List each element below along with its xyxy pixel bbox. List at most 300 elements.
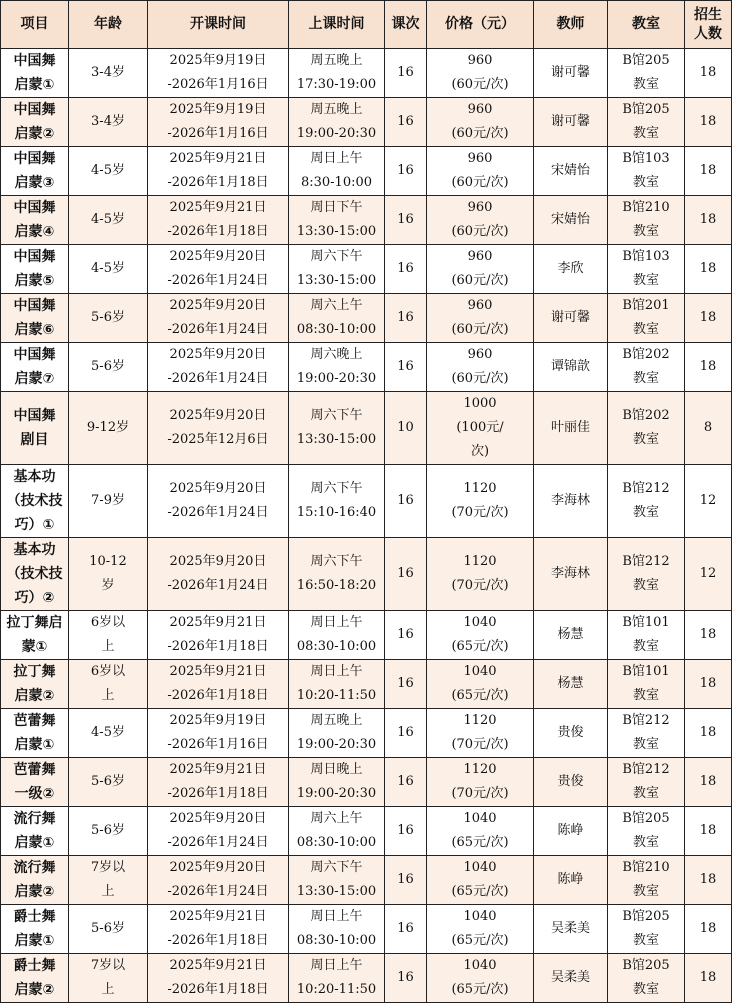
cell-schedule — [289, 343, 385, 392]
price-text: 1040 (65元/次) — [451, 958, 509, 997]
cell-teacher — [534, 98, 608, 147]
cell-lessons — [385, 49, 427, 98]
lessons-text: 10 — [397, 420, 414, 435]
start-text: 2025年9月21日 -2026年1月18日 — [167, 615, 269, 654]
cell-price — [427, 196, 534, 245]
quota-text: 12 — [699, 493, 717, 508]
cell-project — [1, 343, 69, 392]
cell-project — [1, 294, 69, 343]
cell-price — [427, 807, 534, 856]
quota-text: 18 — [699, 359, 717, 374]
cell-room — [608, 98, 685, 147]
table-row — [1, 758, 732, 807]
cell-quota — [685, 147, 732, 196]
teacher-text: 陈峥 — [557, 823, 584, 838]
start-text: 2025年9月19日 -2026年1月16日 — [167, 53, 269, 92]
start-text: 2025年9月20日 -2026年1月24日 — [167, 554, 269, 593]
cell-quota — [685, 660, 732, 709]
lessons-text: 16 — [397, 872, 414, 887]
cell-lessons — [385, 147, 427, 196]
room-text: B馆103 教室 — [622, 151, 670, 190]
cell-room — [608, 954, 685, 1003]
cell-project — [1, 538, 69, 611]
cell-room — [608, 807, 685, 856]
age-text: 6岁以 上 — [90, 615, 126, 654]
cell-start — [148, 343, 289, 392]
teacher-text: 李欣 — [557, 261, 584, 276]
cell-lessons — [385, 709, 427, 758]
cell-teacher — [534, 709, 608, 758]
cell-quota — [685, 856, 732, 905]
cell-schedule — [289, 196, 385, 245]
cell-schedule — [289, 98, 385, 147]
quota-text: 18 — [699, 872, 717, 887]
project-text: 流行舞 启蒙② — [13, 860, 56, 900]
cell-lessons — [385, 856, 427, 905]
cell-project — [1, 758, 69, 807]
cell-start — [148, 147, 289, 196]
cell-price — [427, 905, 534, 954]
lessons-text: 16 — [397, 627, 414, 642]
teacher-text: 谢可馨 — [550, 65, 590, 80]
table-row — [1, 954, 732, 1003]
room-text: B馆103 教室 — [622, 249, 670, 288]
age-text: 7岁以 上 — [90, 860, 126, 899]
cell-teacher — [534, 856, 608, 905]
cell-schedule — [289, 245, 385, 294]
cell-schedule — [289, 807, 385, 856]
cell-schedule — [289, 758, 385, 807]
schedule-text: 周六上午 08:30-10:00 — [296, 811, 377, 850]
cell-lessons — [385, 343, 427, 392]
schedule-text: 周日上午 08:30-10:00 — [296, 615, 377, 654]
age-text: 5-6岁 — [91, 774, 125, 789]
lessons-text: 16 — [397, 921, 414, 936]
cell-project — [1, 856, 69, 905]
cell-teacher — [534, 758, 608, 807]
cell-quota — [685, 611, 732, 660]
cell-price — [427, 98, 534, 147]
col-header-lessons: 课次 — [385, 1, 427, 49]
teacher-text: 宋婧怡 — [550, 163, 590, 178]
teacher-text: 贵俊 — [557, 774, 584, 789]
cell-age — [69, 807, 148, 856]
cell-age — [69, 758, 148, 807]
cell-price — [427, 611, 534, 660]
cell-start — [148, 807, 289, 856]
start-text: 2025年9月21日 -2026年1月18日 — [167, 664, 269, 703]
cell-quota — [685, 392, 732, 465]
age-text: 5-6岁 — [91, 359, 125, 374]
cell-lessons — [385, 905, 427, 954]
cell-age — [69, 343, 148, 392]
quota-text: 18 — [699, 114, 717, 129]
teacher-text: 李海林 — [550, 493, 590, 508]
age-text: 10-12 岁 — [89, 554, 127, 593]
schedule-text: 周六下午 15:10-16:40 — [296, 481, 377, 520]
room-text: B馆201 教室 — [622, 298, 670, 337]
cell-project — [1, 196, 69, 245]
cell-quota — [685, 196, 732, 245]
cell-project — [1, 954, 69, 1003]
cell-teacher — [534, 343, 608, 392]
cell-teacher — [534, 392, 608, 465]
room-text: B馆210 教室 — [622, 200, 670, 239]
cell-age — [69, 98, 148, 147]
age-text: 7-9岁 — [91, 493, 125, 508]
cell-age — [69, 538, 148, 611]
teacher-text: 吴柔美 — [550, 921, 590, 936]
table-row — [1, 538, 732, 611]
cell-schedule — [289, 905, 385, 954]
cell-start — [148, 856, 289, 905]
cell-schedule — [289, 147, 385, 196]
quota-text: 18 — [699, 921, 717, 936]
table-body — [1, 49, 732, 1003]
header-row — [1, 1, 732, 49]
room-text: B馆101 教室 — [622, 615, 670, 654]
project-text: 中国舞 剧目 — [13, 408, 56, 448]
room-text: B馆101 教室 — [622, 664, 670, 703]
start-text: 2025年9月21日 -2026年1月18日 — [167, 762, 269, 801]
cell-lessons — [385, 611, 427, 660]
teacher-text: 谭锦歆 — [550, 359, 590, 374]
cell-schedule — [289, 49, 385, 98]
cell-age — [69, 49, 148, 98]
price-text: 1040 (65元/次) — [451, 615, 509, 654]
schedule-text: 周六下午 13:30-15:00 — [296, 408, 377, 447]
table-row — [1, 196, 732, 245]
cell-price — [427, 538, 534, 611]
cell-age — [69, 856, 148, 905]
teacher-text: 杨慧 — [557, 627, 584, 642]
project-text: 中国舞 启蒙⑥ — [13, 298, 56, 338]
cell-teacher — [534, 245, 608, 294]
cell-project — [1, 49, 69, 98]
cell-lessons — [385, 807, 427, 856]
table-row — [1, 709, 732, 758]
price-text: 960 (60元/次) — [451, 151, 509, 190]
room-text: B馆205 教室 — [622, 909, 670, 948]
age-text: 7岁以 上 — [90, 958, 126, 997]
quota-text: 18 — [699, 261, 717, 276]
cell-teacher — [534, 807, 608, 856]
cell-schedule — [289, 294, 385, 343]
cell-teacher — [534, 538, 608, 611]
cell-start — [148, 98, 289, 147]
cell-schedule — [289, 856, 385, 905]
cell-price — [427, 245, 534, 294]
cell-start — [148, 758, 289, 807]
lessons-text: 16 — [397, 261, 414, 276]
cell-lessons — [385, 660, 427, 709]
cell-schedule — [289, 709, 385, 758]
cell-project — [1, 147, 69, 196]
project-text: 拉丁舞 启蒙② — [13, 664, 56, 704]
cell-age — [69, 905, 148, 954]
cell-start — [148, 538, 289, 611]
cell-lessons — [385, 392, 427, 465]
cell-teacher — [534, 905, 608, 954]
cell-start — [148, 392, 289, 465]
project-text: 拉丁舞启 蒙① — [6, 615, 63, 655]
schedule-text: 周日上午 08:30-10:00 — [296, 909, 377, 948]
cell-room — [608, 147, 685, 196]
cell-project — [1, 98, 69, 147]
table-row — [1, 98, 732, 147]
price-text: 960 (60元/次) — [451, 298, 509, 337]
cell-teacher — [534, 196, 608, 245]
schedule-text: 周日晚上 19:00-20:30 — [296, 762, 377, 801]
room-text: B馆202 教室 — [622, 347, 670, 386]
cell-schedule — [289, 660, 385, 709]
schedule-text: 周六下午 16:50-18:20 — [296, 554, 377, 593]
cell-age — [69, 294, 148, 343]
cell-age — [69, 147, 148, 196]
cell-quota — [685, 538, 732, 611]
cell-quota — [685, 758, 732, 807]
age-text: 4-5岁 — [91, 261, 125, 276]
age-text: 4-5岁 — [91, 212, 125, 227]
cell-start — [148, 954, 289, 1003]
start-text: 2025年9月21日 -2026年1月18日 — [167, 909, 269, 948]
table-row — [1, 807, 732, 856]
cell-age — [69, 465, 148, 538]
project-text: 爵士舞 启蒙② — [13, 958, 56, 998]
cell-price — [427, 49, 534, 98]
cell-teacher — [534, 954, 608, 1003]
col-header-start: 开课时间 — [148, 1, 289, 49]
cell-price — [427, 954, 534, 1003]
room-text: B馆205 教室 — [622, 102, 670, 141]
cell-quota — [685, 709, 732, 758]
cell-quota — [685, 98, 732, 147]
price-text: 960 (60元/次) — [451, 102, 509, 141]
teacher-text: 贵俊 — [557, 725, 584, 740]
cell-quota — [685, 245, 732, 294]
cell-lessons — [385, 538, 427, 611]
teacher-text: 谢可馨 — [550, 310, 590, 325]
price-text: 1040 (65元/次) — [451, 664, 509, 703]
lessons-text: 16 — [397, 725, 414, 740]
cell-lessons — [385, 245, 427, 294]
cell-room — [608, 245, 685, 294]
teacher-text: 谢可馨 — [550, 114, 590, 129]
col-header-quota: 招生 人数 — [685, 1, 732, 49]
col-header-teacher: 教师 — [534, 1, 608, 49]
cell-schedule — [289, 954, 385, 1003]
cell-age — [69, 196, 148, 245]
project-text: 中国舞 启蒙② — [13, 102, 56, 142]
cell-room — [608, 758, 685, 807]
cell-room — [608, 343, 685, 392]
lessons-text: 16 — [397, 823, 414, 838]
quota-text: 12 — [699, 566, 717, 581]
schedule-text: 周六晚上 19:00-20:30 — [296, 347, 377, 386]
lessons-text: 16 — [397, 310, 414, 325]
cell-price — [427, 660, 534, 709]
room-text: B馆205 教室 — [622, 958, 670, 997]
teacher-text: 李海林 — [550, 566, 590, 581]
room-text: B馆202 教室 — [622, 408, 670, 447]
cell-quota — [685, 294, 732, 343]
cell-project — [1, 807, 69, 856]
cell-schedule — [289, 611, 385, 660]
lessons-text: 16 — [397, 359, 414, 374]
schedule-text: 周日下午 13:30-15:00 — [296, 200, 377, 239]
cell-schedule — [289, 392, 385, 465]
age-text: 6岁以 上 — [90, 664, 126, 703]
room-text: B馆212 教室 — [622, 713, 670, 752]
cell-teacher — [534, 49, 608, 98]
project-text: 基本功 （技术技 巧）① — [6, 469, 63, 533]
lessons-text: 16 — [397, 163, 414, 178]
table-row — [1, 147, 732, 196]
price-text: 960 (60元/次) — [451, 249, 509, 288]
price-text: 960 (60元/次) — [451, 200, 509, 239]
room-text: B馆205 教室 — [622, 811, 670, 850]
table-row — [1, 392, 732, 465]
cell-start — [148, 49, 289, 98]
cell-start — [148, 196, 289, 245]
quota-text: 18 — [699, 823, 717, 838]
cell-schedule — [289, 465, 385, 538]
cell-start — [148, 905, 289, 954]
cell-project — [1, 905, 69, 954]
price-text: 1040 (65元/次) — [451, 909, 509, 948]
cell-price — [427, 294, 534, 343]
cell-project — [1, 465, 69, 538]
cell-room — [608, 294, 685, 343]
quota-text: 18 — [699, 310, 717, 325]
price-text: 1120 (70元/次) — [451, 554, 509, 593]
quota-text: 18 — [699, 725, 717, 740]
cell-start — [148, 709, 289, 758]
start-text: 2025年9月21日 -2026年1月18日 — [167, 958, 269, 997]
teacher-text: 杨慧 — [557, 676, 584, 691]
cell-teacher — [534, 611, 608, 660]
table-row — [1, 343, 732, 392]
col-header-age: 年龄 — [69, 1, 148, 49]
cell-quota — [685, 807, 732, 856]
project-text: 流行舞 启蒙① — [13, 811, 56, 851]
cell-room — [608, 49, 685, 98]
room-text: B馆212 教室 — [622, 554, 670, 593]
col-header-room: 教室 — [608, 1, 685, 49]
age-text: 5-6岁 — [91, 921, 125, 936]
cell-quota — [685, 49, 732, 98]
cell-project — [1, 709, 69, 758]
age-text: 9-12岁 — [86, 420, 130, 435]
cell-price — [427, 343, 534, 392]
quota-text: 18 — [699, 774, 717, 789]
project-text: 中国舞 启蒙④ — [13, 200, 56, 240]
cell-start — [148, 611, 289, 660]
cell-project — [1, 392, 69, 465]
cell-teacher — [534, 465, 608, 538]
lessons-text: 16 — [397, 774, 414, 789]
table-row — [1, 294, 732, 343]
quota-text: 18 — [699, 163, 717, 178]
cell-room — [608, 538, 685, 611]
cell-schedule — [289, 538, 385, 611]
cell-start — [148, 245, 289, 294]
project-text: 爵士舞 启蒙① — [13, 909, 56, 949]
cell-lessons — [385, 294, 427, 343]
schedule-text: 周五晚上 19:00-20:30 — [296, 102, 377, 141]
price-text: 1120 (70元/次) — [451, 762, 509, 801]
start-text: 2025年9月21日 -2026年1月18日 — [167, 151, 269, 190]
schedule-text: 周六下午 13:30-15:00 — [296, 249, 377, 288]
schedule-text: 周日上午 10:20-11:50 — [296, 664, 377, 703]
start-text: 2025年9月19日 -2026年1月16日 — [167, 102, 269, 141]
start-text: 2025年9月20日 -2026年1月24日 — [167, 860, 269, 899]
cell-start — [148, 465, 289, 538]
cell-lessons — [385, 758, 427, 807]
start-text: 2025年9月21日 -2026年1月18日 — [167, 200, 269, 239]
schedule-text: 周五晚上 19:00-20:30 — [296, 713, 377, 752]
cell-quota — [685, 954, 732, 1003]
teacher-text: 宋婧怡 — [550, 212, 590, 227]
table-row — [1, 49, 732, 98]
table-row — [1, 856, 732, 905]
age-text: 3-4岁 — [91, 65, 125, 80]
cell-lessons — [385, 98, 427, 147]
age-text: 4-5岁 — [91, 725, 125, 740]
table-row — [1, 660, 732, 709]
cell-teacher — [534, 660, 608, 709]
cell-age — [69, 611, 148, 660]
age-text: 5-6岁 — [91, 823, 125, 838]
cell-price — [427, 147, 534, 196]
cell-quota — [685, 343, 732, 392]
price-text: 1040 (65元/次) — [451, 860, 509, 899]
age-text: 4-5岁 — [91, 163, 125, 178]
project-text: 芭蕾舞 启蒙① — [13, 713, 56, 753]
cell-project — [1, 245, 69, 294]
cell-price — [427, 856, 534, 905]
col-header-project: 项目 — [1, 1, 69, 49]
table-row — [1, 611, 732, 660]
cell-age — [69, 954, 148, 1003]
project-text: 中国舞 启蒙① — [13, 53, 56, 93]
col-header-price: 价格（元） — [427, 1, 534, 49]
cell-teacher — [534, 147, 608, 196]
cell-price — [427, 465, 534, 538]
cell-room — [608, 905, 685, 954]
price-text: 1120 (70元/次) — [451, 481, 509, 520]
age-text: 3-4岁 — [91, 114, 125, 129]
cell-teacher — [534, 294, 608, 343]
cell-room — [608, 660, 685, 709]
cell-lessons — [385, 196, 427, 245]
lessons-text: 16 — [397, 212, 414, 227]
lessons-text: 16 — [397, 566, 414, 581]
project-text: 中国舞 启蒙⑦ — [13, 347, 56, 387]
price-text: 1000 (100元/ 次) — [456, 396, 504, 459]
room-text: B馆210 教室 — [622, 860, 670, 899]
cell-quota — [685, 905, 732, 954]
cell-room — [608, 392, 685, 465]
cell-quota — [685, 465, 732, 538]
quota-text: 18 — [699, 970, 717, 985]
age-text: 5-6岁 — [91, 310, 125, 325]
project-text: 芭蕾舞 一级② — [13, 762, 56, 802]
room-text: B馆212 教室 — [622, 762, 670, 801]
quota-text: 18 — [699, 65, 717, 80]
quota-text: 18 — [699, 627, 717, 642]
cell-start — [148, 294, 289, 343]
